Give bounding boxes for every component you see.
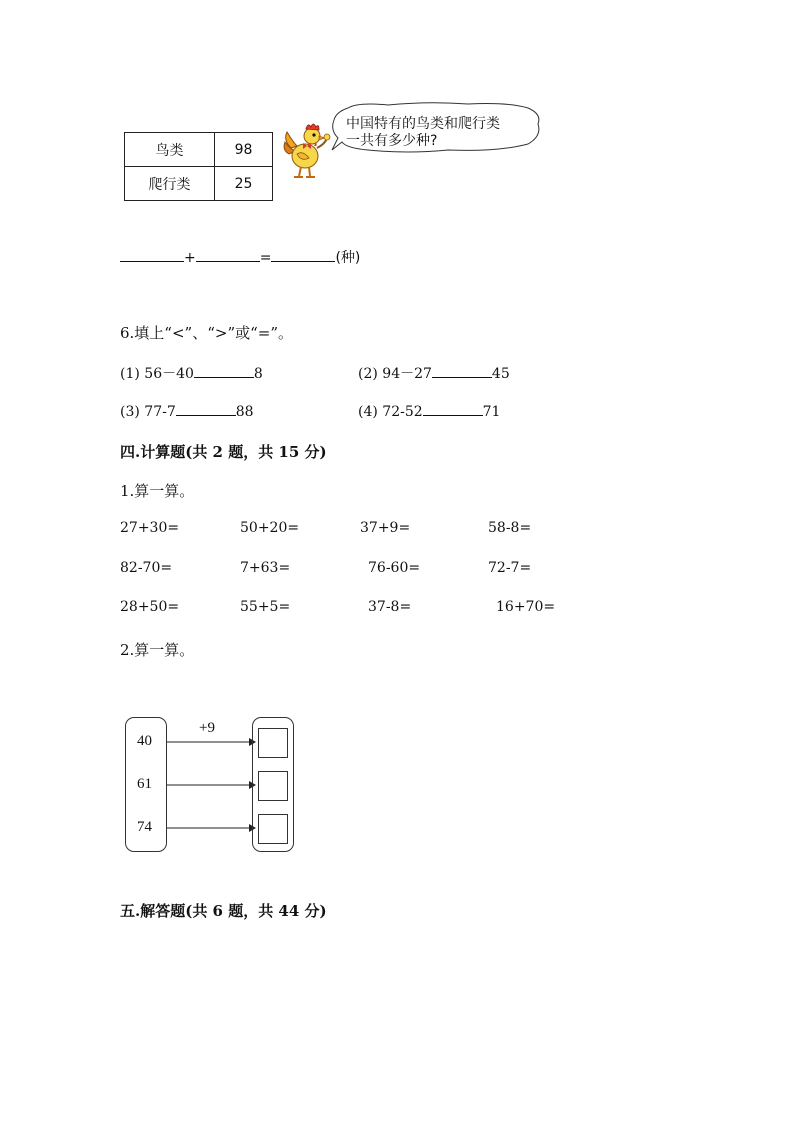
- answer-blank[interactable]: [120, 247, 184, 262]
- compare-item: [120, 401, 254, 420]
- rooster-illustration: [283, 118, 333, 180]
- speech-bubble: [328, 100, 546, 158]
- compare-expression: (1) 56－40: [120, 366, 194, 382]
- compare-right: 71: [482, 404, 501, 420]
- arithmetic-item: 72-7=: [488, 560, 532, 576]
- table-row: [125, 133, 273, 167]
- table-row: [125, 167, 273, 201]
- answer-box[interactable]: [258, 814, 288, 844]
- compare-expression: (4) 72-52: [358, 404, 423, 420]
- arrows: [165, 735, 255, 845]
- arithmetic-item: 27+30=: [120, 520, 180, 536]
- compare-expression: (2) 94－27: [358, 366, 432, 382]
- equals-sign: =: [259, 250, 272, 266]
- table-cell-name: 鸟类: [125, 133, 215, 167]
- table-cell-name: 爬行类: [125, 167, 215, 201]
- input-number: 40: [137, 733, 152, 749]
- answer-blank[interactable]: [196, 247, 260, 262]
- equation-line: [120, 247, 360, 267]
- section-4-q2-title: 2.算一算。: [120, 641, 195, 659]
- table-cell-value: 25: [215, 167, 273, 201]
- answer-box[interactable]: [258, 728, 288, 758]
- arithmetic-item: 82-70=: [120, 560, 173, 576]
- arithmetic-item: 37-8=: [368, 599, 412, 615]
- arithmetic-item: 37+9=: [360, 520, 411, 536]
- compare-blank[interactable]: [423, 401, 483, 416]
- animal-count-table: [124, 132, 273, 201]
- compare-item: [120, 363, 263, 383]
- question-6-title: 6.填上“<”、“>”或“=”。: [120, 324, 294, 342]
- arithmetic-item: 50+20=: [240, 520, 300, 536]
- arithmetic-item: 76-60=: [368, 560, 421, 576]
- compare-item: [358, 363, 510, 383]
- arithmetic-item: 55+5=: [240, 599, 291, 615]
- compare-blank[interactable]: [432, 363, 492, 378]
- arithmetic-item: 16+70=: [496, 599, 556, 615]
- compare-blank[interactable]: [194, 363, 254, 378]
- plus-sign: +: [184, 250, 196, 266]
- section-4-title: 四.计算题(共 2 题，共 15 分): [120, 443, 327, 461]
- section-4-q1-title: 1.算一算。: [120, 482, 195, 500]
- compare-expression: (3) 77-7: [120, 404, 176, 420]
- arithmetic-item: 7+63=: [240, 560, 291, 576]
- compare-item: [358, 401, 500, 420]
- compare-right: 8: [253, 366, 263, 382]
- arithmetic-item: 28+50=: [120, 599, 180, 615]
- compare-right: 45: [491, 366, 510, 382]
- compare-blank[interactable]: [176, 401, 236, 416]
- arithmetic-item: 58-8=: [488, 520, 532, 536]
- answer-box[interactable]: [258, 771, 288, 801]
- input-number: 74: [137, 819, 152, 835]
- compare-right: 88: [235, 404, 254, 420]
- answer-blank[interactable]: [271, 247, 335, 262]
- speech-bubble-line1: 中国特有的鸟类和爬行类: [346, 116, 500, 132]
- speech-bubble-line2: 一共有多少种?: [346, 133, 438, 149]
- unit-label: (种): [335, 250, 361, 266]
- section-5-title: 五.解答题(共 6 题，共 44 分): [120, 902, 327, 920]
- input-number: 61: [137, 776, 152, 792]
- table-cell-value: 98: [215, 133, 273, 167]
- operation-label: +9: [199, 720, 215, 736]
